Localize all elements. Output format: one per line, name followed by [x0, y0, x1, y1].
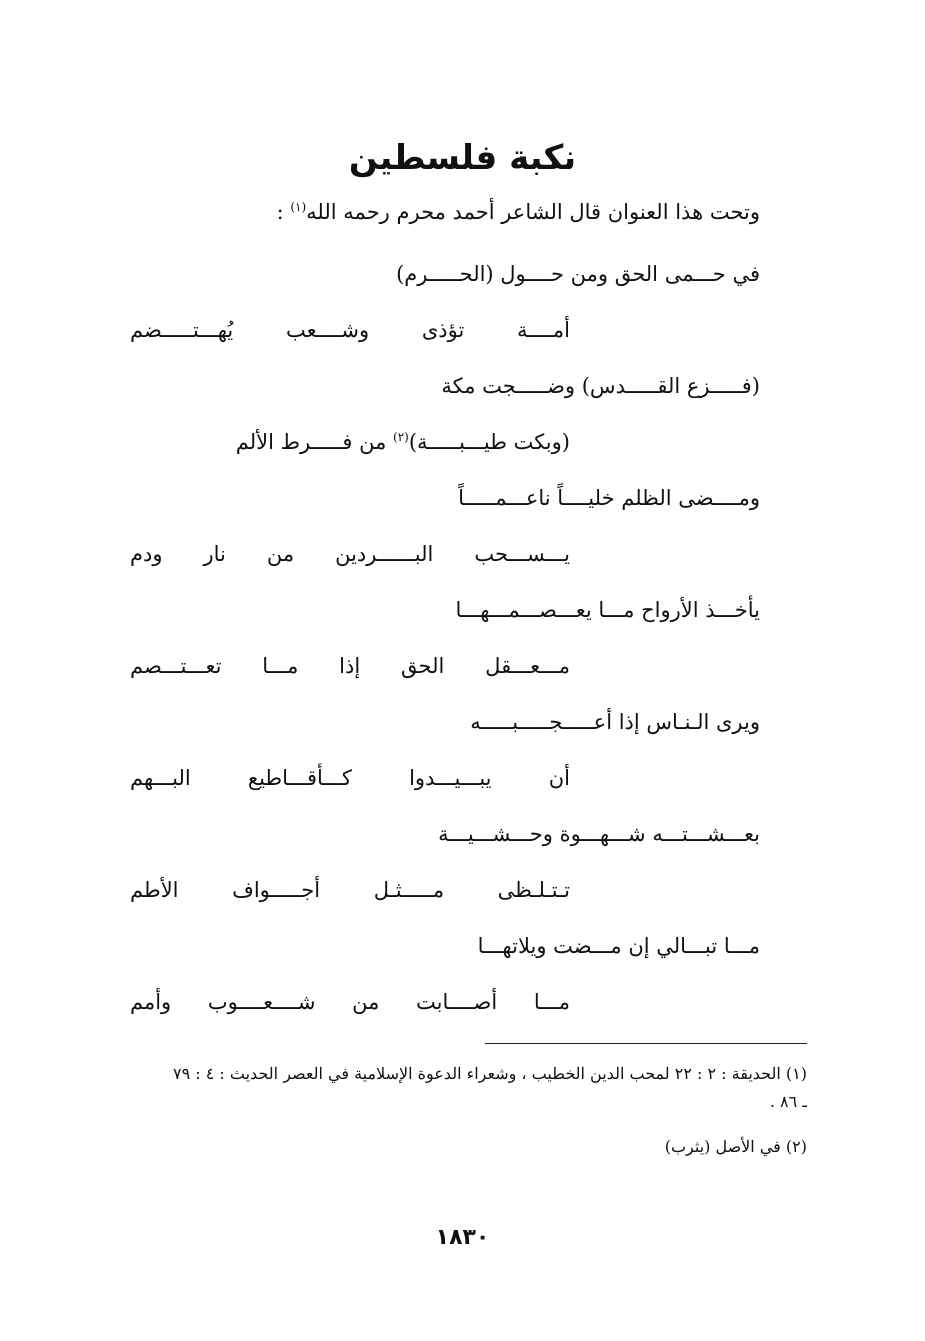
- verse-6-first-hemistich: بعـــشـــتـــه شـــهـــوة وحـــشـــيـــة: [438, 822, 760, 846]
- verse-6-second-hemistich: تـتـلـظى مـــــثـل أجـــــواف الأطم: [130, 878, 570, 902]
- verse-7-second-hemistich: مـــا أصــــابت من شــــعــــوب وأمم: [130, 990, 570, 1014]
- intro-line: [120, 200, 760, 224]
- footnote-2: (٢) في الأصل (يثرب): [664, 1137, 807, 1156]
- footnote-ref-2: (٢): [393, 430, 409, 444]
- verse-2-first-hemistich: (فـــــزع القـــــدس) وضـــــجت مكة: [441, 374, 760, 398]
- verse-2-second-part-a: (وبكت طيـــبـــــة): [408, 430, 570, 454]
- footnote-1-line-2: ـ ٨٦ .: [769, 1092, 807, 1111]
- verse-2-second-hemistich: [130, 430, 570, 454]
- intro-colon: :: [276, 200, 291, 224]
- verse-5-second-hemistich: أن يبـــيـــدوا كـــأقـــاطيع البـــهم: [130, 766, 570, 790]
- verse-4-second-hemistich: مـــعـــقل الحق إذا مـــا تعـــتـــصم: [130, 654, 570, 678]
- page-number: ١٨٣٠: [435, 1225, 490, 1250]
- verse-5-first-hemistich: ويرى الـنـاس إذا أعـــــجـــــبـــــه: [470, 710, 760, 734]
- footnote-separator: [485, 1043, 807, 1044]
- verse-3-first-hemistich: ومــــضى الظلم خليــــاً ناعـــمـــــاً: [458, 486, 760, 510]
- verse-1-first-hemistich: في حـــمى الحق ومن حــــول (الحـــــرم): [396, 262, 760, 286]
- intro-text: وتحت هذا العنوان قال الشاعر أحمد محرم رحمه الله: [306, 200, 760, 224]
- poem-title: نكبة فلسطين: [348, 138, 577, 178]
- verse-4-first-hemistich: يأخـــذ الأرواح مـــا يعـــصـــمـــهـــا: [455, 598, 760, 622]
- verse-1-second-hemistich: أمــــة تؤذى وشــــعب يُهـــتـــــضم: [130, 318, 570, 342]
- verse-2-second-part-b: من فـــــرط الألم: [235, 430, 394, 454]
- verse-3-second-hemistich: يـــســـحب البــــــردين من نار ودم: [130, 542, 570, 566]
- footnote-ref-1: (١): [290, 200, 307, 214]
- footnote-1: [97, 1060, 807, 1116]
- footnote-1-line-1: (١) الحديقة : ٢ : ٢٢ لمحب الدين الخطيب ، وشعراء الدعوة الإسلامية في العصر الحديث : ٤ : ٧٩: [172, 1064, 807, 1083]
- verse-7-first-hemistich: مـــا تبـــالي إن مـــضت ويلاتهـــا: [477, 934, 760, 958]
